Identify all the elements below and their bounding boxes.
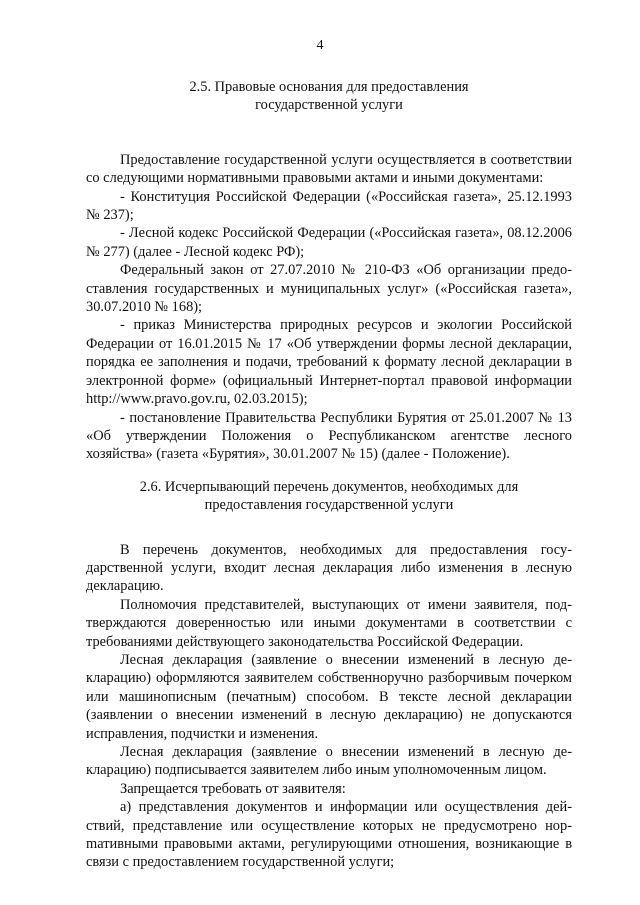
paragraph: - постановление Правительства Республики Бурятия от 25.01.2007 № 13 «Об утверждении Положения о Республиканском агентстве лесного хозяйства» (газета «Бурятия», 30.01.2007 № 15) (далее - Положение). bbox=[86, 409, 572, 463]
section-heading-2-6 bbox=[86, 478, 572, 515]
paragraph: Федеральный закон от 27.07.2010 № 210-ФЗ «Об организации предоставления государственных и муниципальных услуг» («Российская газета», 30.07.2010 № 168); bbox=[86, 262, 572, 316]
section-heading-line: государственной услуги bbox=[255, 97, 403, 114]
section-heading-line: 2.6. Исчерпывающий перечень документов, необходимых для bbox=[139, 478, 519, 495]
paragraph: В перечень документов, необходимых для предоставления государственной услуги, входит лесная декларация либо изменения в лесную декларацию. bbox=[86, 541, 572, 595]
section-heading-2-5 bbox=[86, 78, 572, 115]
section-heading-line: 2.5. Правовые основания для предоставления bbox=[189, 79, 469, 95]
paragraph: - Конституция Российской Федерации («Российская газета», 25.12.1993 № 237); bbox=[86, 188, 572, 224]
paragraph: Лесная декларация (заявление о внесении изменений в лесную декларацию) оформляются заявителем собственноручно разборчивым почерком или машинописным (печатным) способом. В тексте лесной декларации (заявлении о внесении изменений в лесную декларацию) не допускаются исправления, подчистки и изменения. bbox=[86, 651, 572, 742]
section-2-6-body bbox=[86, 541, 572, 872]
paragraph: Запрещается требовать от заявителя: bbox=[120, 780, 346, 797]
page-number: 4 bbox=[316, 38, 324, 53]
document-body bbox=[86, 70, 572, 872]
paragraph: - приказ Министерства природных ресурсов и экологии Российской Федерации от 16.01.2015 № 17 «Об утверждении формы лесной декларации, порядка ее заполнения и подачи, требований к формату лесной декларации в электронной форме» (официальный Интернет-портал правовой информации http://www.pravo.gov.ru, 02.03.2015); bbox=[86, 317, 572, 408]
section-heading-line: предоставления государственной услуги bbox=[204, 497, 454, 514]
paragraph: Лесная декларация (заявление о внесении изменений в лесную декларацию) подписывается заявителем либо иным уполномоченным лицом. bbox=[86, 744, 572, 779]
paragraph: - Лесной кодекс Российской Федерации («Российская газета», 08.12.2006 № 277) (далее - Лесной кодекс РФ); bbox=[86, 225, 572, 260]
paragraph: Полномочия представителей, выступающих от имени заявителя, подтверждаются доверенностью или иными документами в соответствии с требованиями действующего законодательства Российской Федерации. bbox=[86, 596, 572, 650]
section-2-5-body bbox=[86, 151, 572, 464]
paragraph: Предоставление государственной услуги осуществляется в соответствии со следующими нормативными правовыми актами и иными документами: bbox=[86, 151, 572, 187]
paragraph: а) представления документов и информации или осуществления действий, представление или осуществление которых не предусмотрено норmативными правовыми актами, регулирующими отношения, возникающие в связи с предоставлением государственной услуги; bbox=[86, 799, 572, 871]
